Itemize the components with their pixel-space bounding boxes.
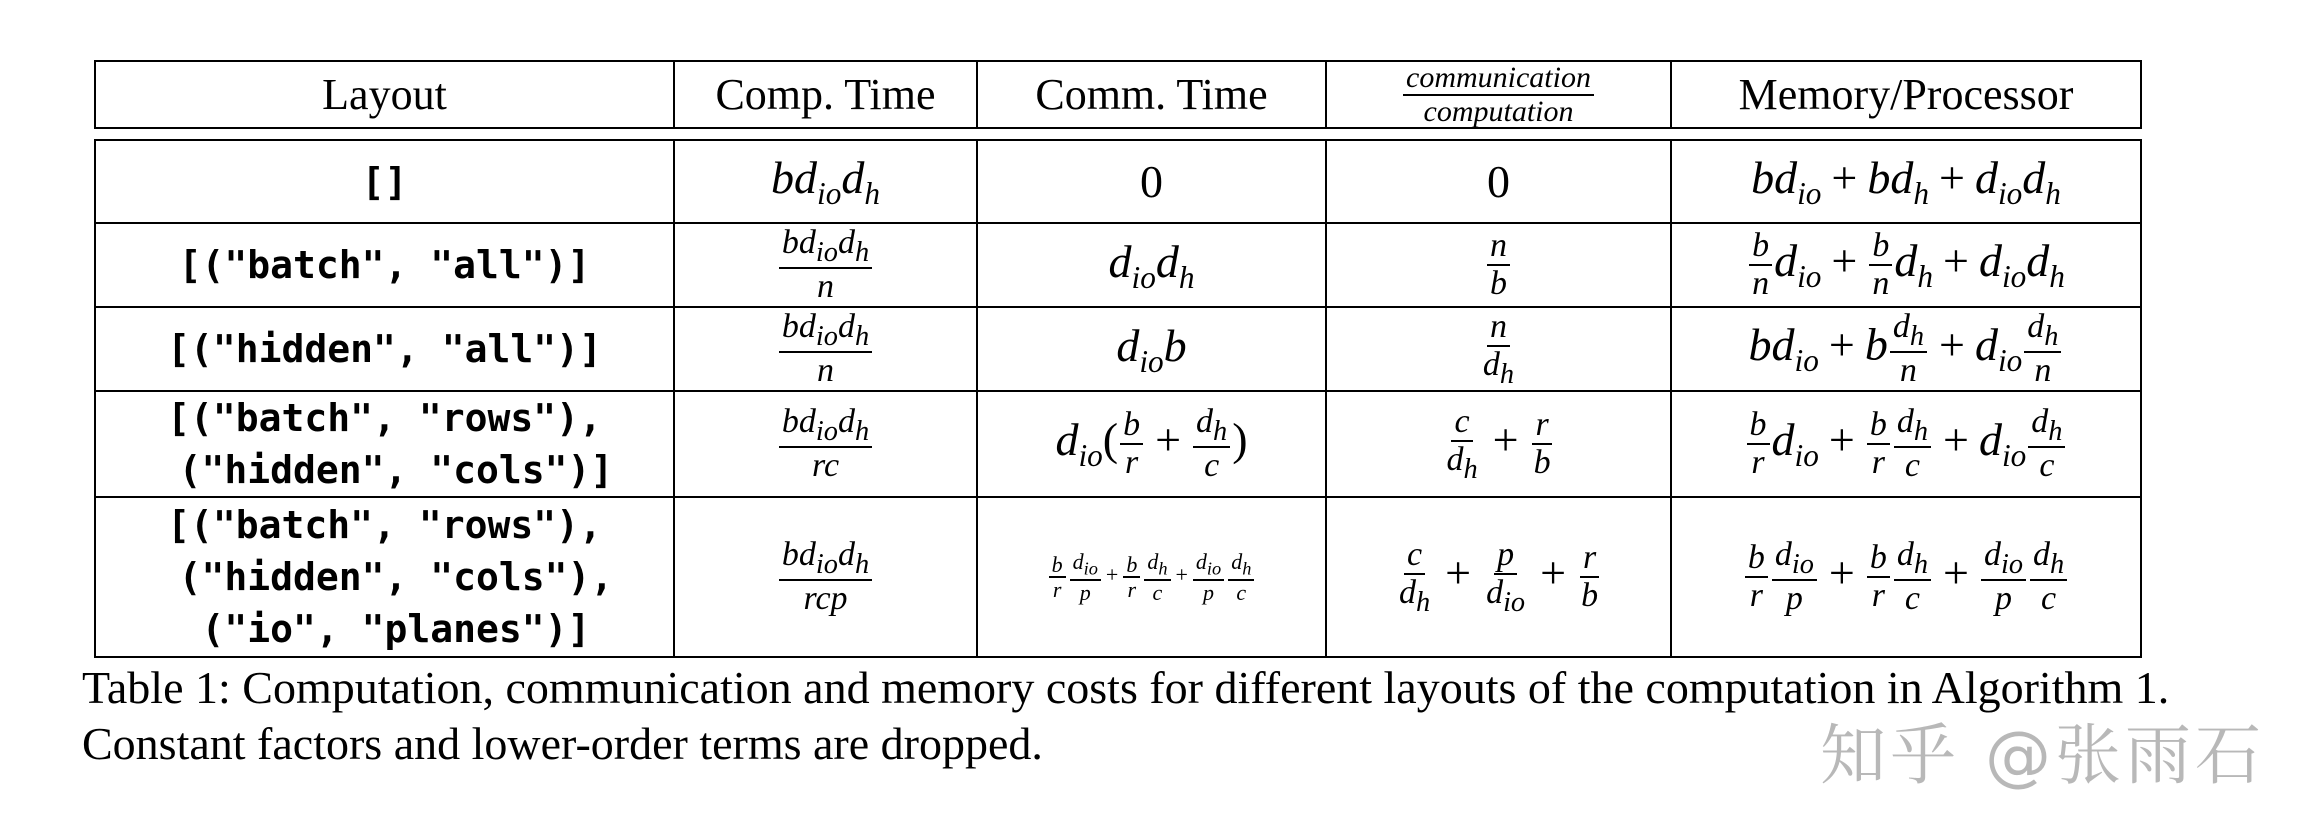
ratio-cell: $\frac{n}{d_h}$ [1326, 307, 1671, 391]
ratio-cell: $\frac{c}{d_h}$ + $\frac{p}{d_{io}}$ + $\frac{r}{b}$ [1326, 497, 1671, 657]
header-ratio [1326, 61, 1671, 128]
header-comp-time: Comp. Time [674, 61, 977, 128]
table-row [95, 391, 2141, 497]
memory-cell: $bd_{io} + b$ $\frac{d_h}{n}$ + $d_{io}$ $\frac{d_h}{n}$ [1671, 307, 2141, 391]
layout-cell: [("batch", "rows"), ("hidden", "cols"), ("io", "planes")] [95, 497, 674, 657]
layout-cell: [("batch", "rows"), ("hidden", "cols")] [95, 391, 674, 497]
cost-table [94, 60, 2142, 658]
cost-table-container [94, 60, 2140, 658]
table-row [95, 497, 2141, 657]
header-ratio-denominator: computation [1423, 94, 1574, 128]
layout-cell: [("batch", "all")] [95, 223, 674, 307]
table-row [95, 307, 2141, 391]
table-row [95, 223, 2141, 307]
ratio-cell: $\frac{c}{d_h}$ + $\frac{r}{b}$ [1326, 391, 1671, 497]
memory-cell: $\frac{b}{r}$ $d_{io}$ + $\frac{b}{r}$ $\frac{d_h}{c}$ + $d_{io}$ $\frac{d_h}{c}$ [1671, 391, 2141, 497]
table-header-row [95, 61, 2141, 128]
comm-time-cell: $d_{io}b$ [977, 307, 1326, 391]
header-comm-time: Comm. Time [977, 61, 1326, 128]
header-gap [95, 128, 2141, 140]
header-layout: Layout [95, 61, 674, 128]
table-row [95, 140, 2141, 223]
comp-time-cell: $\frac{bd_{io}d_h}{\text{rcp}}$ [674, 497, 977, 657]
comp-time-cell: $\frac{bd_{io}d_h}{rc}$ [674, 391, 977, 497]
comp-time-cell: $\frac{bd_{io}d_h}{n}$ [674, 307, 977, 391]
comm-time-cell: 0 [977, 140, 1326, 223]
table-caption: Table 1: Computation, communication and memory costs for different layouts of the computation in Algorithm 1. Constant factors and lower-order terms are dropped. [82, 662, 2170, 769]
comm-time-cell: $\frac{b}{r}$ $\frac{d_{io}}{p}$ + $\frac{b}{r}$ $\frac{d_h}{c}$ + $\frac{d_{io}}{p}$ $\frac{d_h}{c}$ [977, 497, 1326, 657]
ratio-cell: 0 [1326, 140, 1671, 223]
header-ratio-numerator: communication [1403, 62, 1594, 96]
comp-time-cell: $\frac{bd_{io}d_h}{n}$ [674, 223, 977, 307]
layout-cell: [("hidden", "all")] [95, 307, 674, 391]
memory-cell: $\frac{b}{n}$ $d_{io}$ + $\frac{b}{n}$ $d_h + d_{io}d_h$ [1671, 223, 2141, 307]
layout-cell: [] [95, 140, 674, 223]
watermark: 知乎 @张雨石 [1820, 717, 2265, 794]
header-memory: Memory/Processor [1671, 61, 2141, 128]
memory-cell: $\frac{b}{r}$ $\frac{d_{io}}{p}$ + $\frac{b}{r}$ $\frac{d_h}{c}$ + $\frac{d_{io}}{p}$ $\frac{d_h}{c}$ [1671, 497, 2141, 657]
ratio-cell: $\frac{n}{b}$ [1326, 223, 1671, 307]
comp-time-cell: $bd_{io}d_h$ [674, 140, 977, 223]
comm-time-cell: $d_{io}$( $\frac{b}{r}$ + $\frac{d_h}{c}$ ) [977, 391, 1326, 497]
comm-time-cell: $d_{io}d_h$ [977, 223, 1326, 307]
memory-cell: $bd_{io} + bd_h + d_{io}d_h$ [1671, 140, 2141, 223]
